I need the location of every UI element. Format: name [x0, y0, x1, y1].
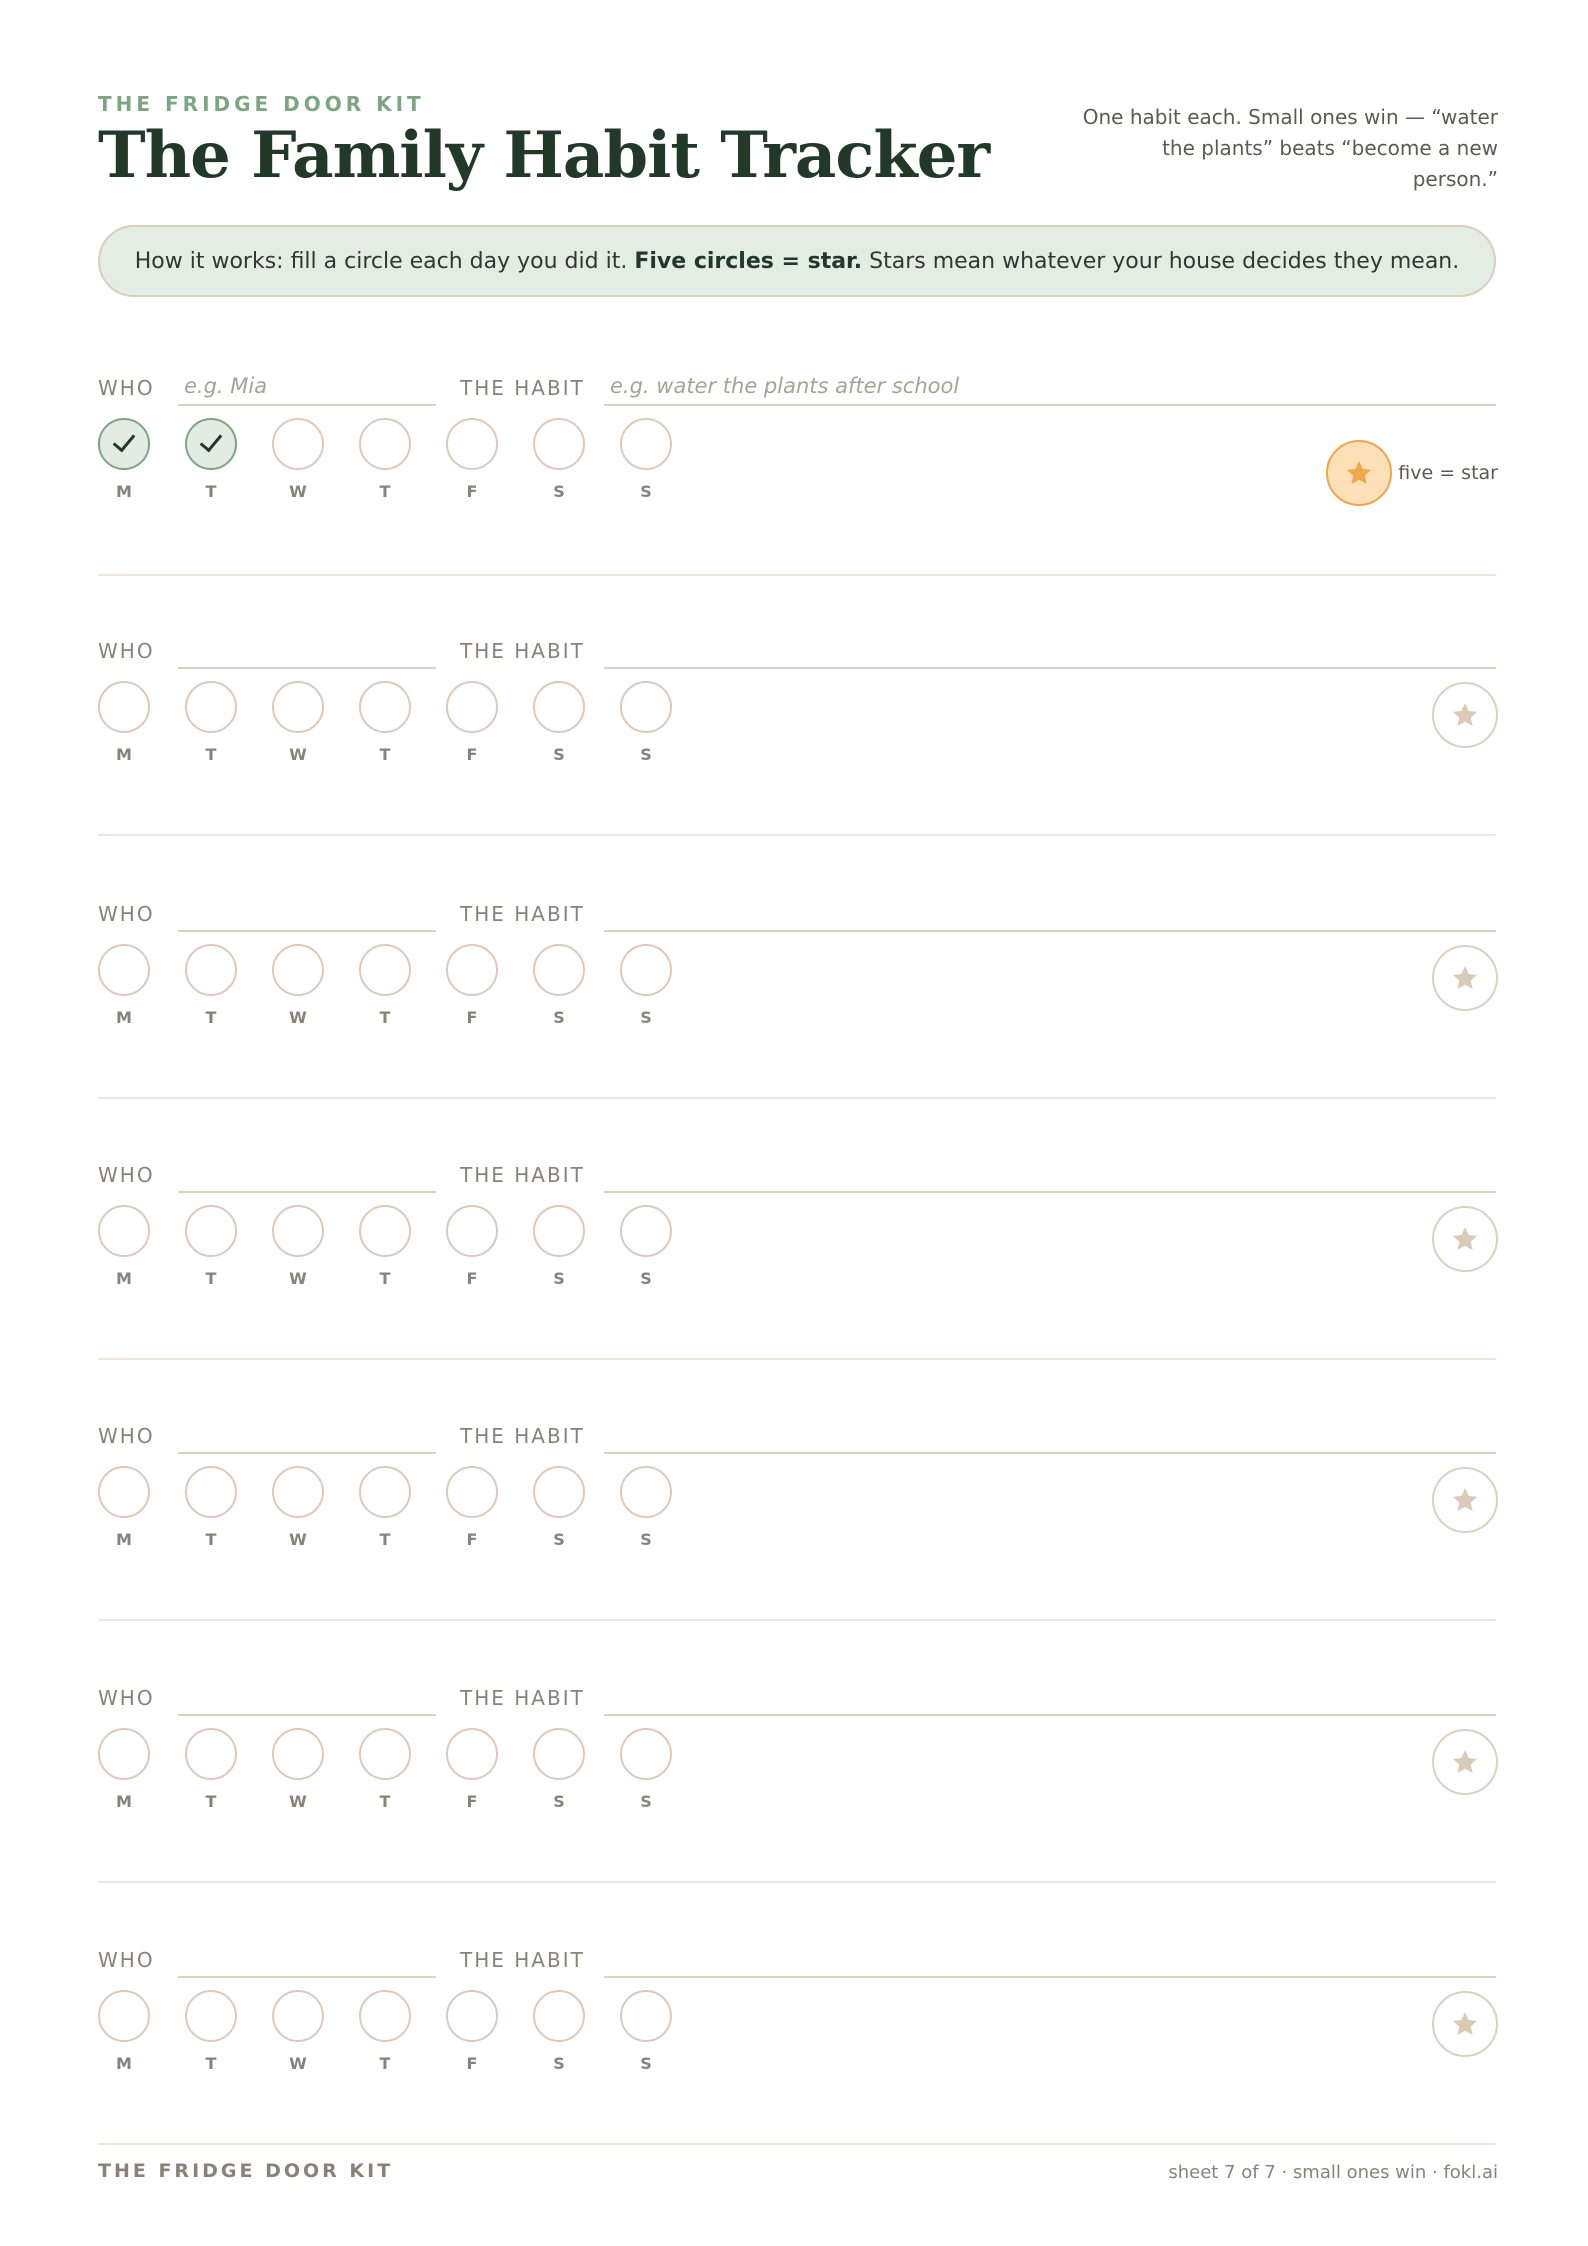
- star-badge[interactable]: [1432, 945, 1498, 1011]
- day-label: M: [116, 1792, 132, 1811]
- day-label: S: [640, 1792, 652, 1811]
- tagline: One habit each. Small ones win — “water the plants” beats “become a new person.”: [1082, 105, 1498, 191]
- day-label: W: [289, 1530, 307, 1549]
- day-label: M: [116, 2054, 132, 2073]
- habit-tracker-page: [98, 0, 1498, 2246]
- day-circle[interactable]: [620, 418, 672, 470]
- day-label: S: [640, 745, 652, 764]
- day-circle[interactable]: [272, 418, 324, 470]
- day-circle[interactable]: [185, 1728, 237, 1780]
- habit-input[interactable]: [604, 633, 1496, 669]
- habit-input[interactable]: [604, 1680, 1496, 1716]
- day-circle[interactable]: [620, 1466, 672, 1518]
- day-circle-checked[interactable]: [98, 418, 150, 470]
- who-label: WHO: [98, 1424, 155, 1448]
- day-circle[interactable]: [533, 1728, 585, 1780]
- how-bold: Five circles = star.: [634, 248, 863, 274]
- day-circle[interactable]: [359, 1990, 411, 2042]
- day-label: W: [289, 2054, 307, 2073]
- star-icon: [1450, 1485, 1480, 1515]
- day-circle[interactable]: [446, 944, 498, 996]
- how-it-works-banner: [98, 225, 1496, 297]
- day-circle[interactable]: [533, 1990, 585, 2042]
- day-label: T: [379, 482, 391, 501]
- day-label: M: [116, 1269, 132, 1288]
- day-circle[interactable]: [533, 1205, 585, 1257]
- day-circle[interactable]: [185, 1990, 237, 2042]
- who-label: WHO: [98, 1163, 155, 1187]
- habit-placeholder: e.g. water the plants after school: [610, 374, 960, 398]
- star-badge[interactable]: [1432, 1206, 1498, 1272]
- day-label: F: [466, 1530, 478, 1549]
- day-circle[interactable]: [446, 1205, 498, 1257]
- day-label: T: [379, 1792, 391, 1811]
- kit-kicker: THE FRIDGE DOOR KIT: [98, 92, 425, 116]
- who-input[interactable]: [178, 1157, 436, 1193]
- row-divider: [98, 1097, 1496, 1099]
- habit-label: THE HABIT: [460, 1424, 585, 1448]
- who-input[interactable]: [178, 1942, 436, 1978]
- footer-kit-name: THE FRIDGE DOOR KIT: [98, 2160, 394, 2182]
- day-label: S: [640, 482, 652, 501]
- row-divider: [98, 574, 1496, 576]
- how-tail: Stars mean whatever your house decides they mean.: [869, 248, 1460, 274]
- how-lead: How it works: fill a circle each day you did it.: [134, 248, 628, 274]
- day-circle[interactable]: [620, 944, 672, 996]
- day-circle[interactable]: [98, 944, 150, 996]
- who-input[interactable]: [178, 633, 436, 669]
- day-circle[interactable]: [620, 1728, 672, 1780]
- star-note: five = star: [1398, 462, 1498, 484]
- habit-label: THE HABIT: [460, 639, 585, 663]
- who-label: WHO: [98, 1948, 155, 1972]
- day-label: S: [640, 1269, 652, 1288]
- day-circle[interactable]: [272, 944, 324, 996]
- who-label: WHO: [98, 1686, 155, 1710]
- day-label: S: [640, 1008, 652, 1027]
- star-icon: [1450, 1224, 1480, 1254]
- row-divider: [98, 1358, 1496, 1360]
- day-circle[interactable]: [272, 1466, 324, 1518]
- day-label: W: [289, 745, 307, 764]
- day-circle[interactable]: [359, 1205, 411, 1257]
- day-circle[interactable]: [446, 681, 498, 733]
- day-circle[interactable]: [272, 681, 324, 733]
- day-circle[interactable]: [359, 1466, 411, 1518]
- day-circle[interactable]: [272, 1728, 324, 1780]
- day-circle[interactable]: [533, 944, 585, 996]
- day-label: S: [553, 1792, 565, 1811]
- day-circle[interactable]: [533, 1466, 585, 1518]
- habit-input[interactable]: [604, 896, 1496, 932]
- day-circle[interactable]: [620, 1205, 672, 1257]
- day-circle[interactable]: [620, 681, 672, 733]
- row-divider: [98, 1881, 1496, 1883]
- who-placeholder: e.g. Mia: [184, 374, 268, 398]
- day-circle[interactable]: [272, 1205, 324, 1257]
- day-label: M: [116, 1530, 132, 1549]
- who-label: WHO: [98, 639, 155, 663]
- habit-input[interactable]: [604, 1942, 1496, 1978]
- day-label: S: [553, 1530, 565, 1549]
- day-circle[interactable]: [446, 1728, 498, 1780]
- day-label: S: [553, 1269, 565, 1288]
- star-badge[interactable]: [1432, 682, 1498, 748]
- habit-input[interactable]: [604, 1157, 1496, 1193]
- day-label: T: [379, 2054, 391, 2073]
- day-circle[interactable]: [359, 418, 411, 470]
- day-circle[interactable]: [533, 681, 585, 733]
- day-circles: [98, 1205, 698, 1295]
- day-label: M: [116, 482, 132, 501]
- day-label: F: [466, 2054, 478, 2073]
- who-input[interactable]: [178, 370, 436, 406]
- row-divider: [98, 834, 1496, 836]
- who-label: WHO: [98, 376, 155, 400]
- day-circle-checked[interactable]: [185, 418, 237, 470]
- day-circle[interactable]: [620, 1990, 672, 2042]
- day-circle[interactable]: [185, 944, 237, 996]
- day-label: F: [466, 1792, 478, 1811]
- day-label: F: [466, 1269, 478, 1288]
- day-circles: [98, 418, 698, 508]
- day-circle[interactable]: [185, 1205, 237, 1257]
- who-input[interactable]: [178, 896, 436, 932]
- habit-label: THE HABIT: [460, 1163, 585, 1187]
- who-input[interactable]: [178, 1418, 436, 1454]
- day-circles: [98, 1990, 698, 2080]
- day-label: M: [116, 745, 132, 764]
- day-label: T: [379, 745, 391, 764]
- day-circle[interactable]: [185, 681, 237, 733]
- day-label: S: [640, 2054, 652, 2073]
- day-label: M: [116, 1008, 132, 1027]
- day-circles: [98, 1728, 698, 1818]
- day-circles: [98, 1466, 698, 1556]
- day-label: T: [205, 1792, 217, 1811]
- star-badge[interactable]: [1432, 1729, 1498, 1795]
- day-label: S: [553, 482, 565, 501]
- habit-label: THE HABIT: [460, 376, 585, 400]
- habit-input[interactable]: [604, 370, 1496, 406]
- footer-sheet-info: sheet 7 of 7 · small ones win · fokl.ai: [1168, 2162, 1498, 2183]
- day-circles: [98, 681, 698, 771]
- star-icon: [1450, 963, 1480, 993]
- day-circle[interactable]: [98, 1728, 150, 1780]
- habit-label: THE HABIT: [460, 902, 585, 926]
- day-label: T: [205, 1008, 217, 1027]
- who-input[interactable]: [178, 1680, 436, 1716]
- day-label: S: [553, 2054, 565, 2073]
- day-label: T: [379, 1269, 391, 1288]
- row-divider: [98, 1619, 1496, 1621]
- day-circle[interactable]: [98, 1466, 150, 1518]
- habit-label: THE HABIT: [460, 1686, 585, 1710]
- star-badge-earned: [1326, 440, 1392, 506]
- day-label: S: [553, 1008, 565, 1027]
- day-label: S: [553, 745, 565, 764]
- star-badge[interactable]: [1432, 1467, 1498, 1533]
- row-divider: [98, 2143, 1496, 2145]
- day-label: T: [205, 1530, 217, 1549]
- day-circle[interactable]: [98, 1205, 150, 1257]
- day-label: W: [289, 1792, 307, 1811]
- habit-label: THE HABIT: [460, 1948, 585, 1972]
- page-title: The Family Habit Tracker: [98, 118, 990, 193]
- day-label: F: [466, 482, 478, 501]
- day-circle[interactable]: [446, 1466, 498, 1518]
- day-label: S: [640, 1530, 652, 1549]
- day-label: T: [379, 1530, 391, 1549]
- day-circle[interactable]: [446, 1990, 498, 2042]
- day-circle[interactable]: [272, 1990, 324, 2042]
- day-label: T: [379, 1008, 391, 1027]
- day-circle[interactable]: [98, 1990, 150, 2042]
- day-label: W: [289, 1008, 307, 1027]
- star-icon: [1450, 1747, 1480, 1777]
- habit-input[interactable]: [604, 1418, 1496, 1454]
- day-label: T: [205, 745, 217, 764]
- day-label: W: [289, 1269, 307, 1288]
- star-icon: [1450, 700, 1480, 730]
- day-circles: [98, 944, 698, 1034]
- day-circle[interactable]: [533, 418, 585, 470]
- day-circle[interactable]: [359, 681, 411, 733]
- day-circle[interactable]: [446, 418, 498, 470]
- day-circle[interactable]: [98, 681, 150, 733]
- day-circle[interactable]: [359, 944, 411, 996]
- star-icon: [1450, 2009, 1480, 2039]
- day-circle[interactable]: [185, 1466, 237, 1518]
- day-label: W: [289, 482, 307, 501]
- day-label: T: [205, 1269, 217, 1288]
- day-label: T: [205, 482, 217, 501]
- day-label: T: [205, 2054, 217, 2073]
- star-badge[interactable]: [1432, 1991, 1498, 2057]
- day-label: F: [466, 1008, 478, 1027]
- star-icon: [1344, 458, 1374, 488]
- day-label: F: [466, 745, 478, 764]
- day-circle[interactable]: [359, 1728, 411, 1780]
- who-label: WHO: [98, 902, 155, 926]
